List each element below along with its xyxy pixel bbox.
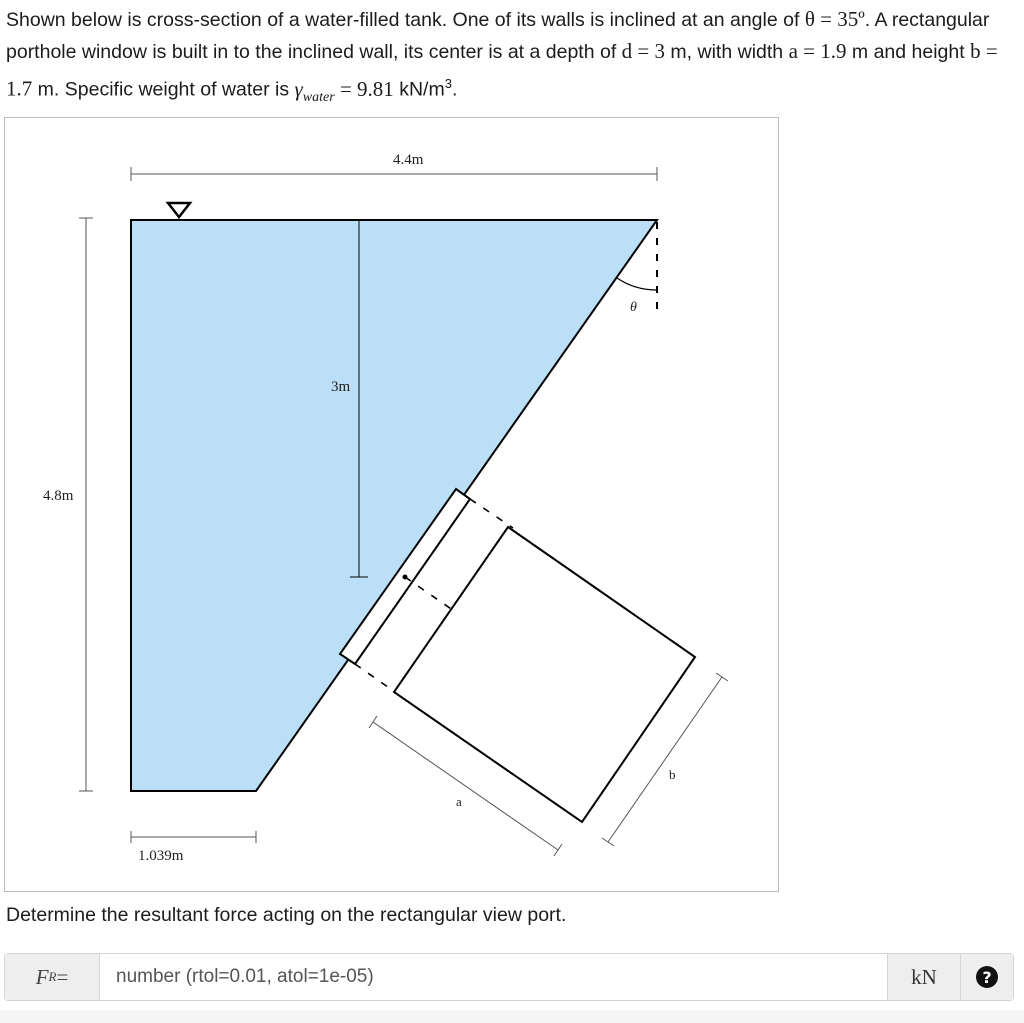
answer-label-subscript: R bbox=[48, 969, 57, 984]
b-expression: b = 1.7 bbox=[6, 39, 998, 101]
answer-label-equals: = bbox=[56, 964, 69, 989]
gamma-value: = 9.81 bbox=[334, 76, 394, 101]
label-width-top: 4.4m bbox=[393, 152, 424, 168]
d-expression: d = 3 bbox=[621, 39, 666, 63]
label-height: 4.8m bbox=[43, 488, 74, 504]
unit-exponent: 3 bbox=[444, 76, 452, 91]
window-front-view bbox=[394, 527, 695, 822]
bottom-dimension bbox=[131, 831, 256, 843]
tank-diagram bbox=[5, 118, 780, 893]
a-expression: a = 1.9 bbox=[788, 39, 847, 63]
height-dimension bbox=[79, 218, 93, 791]
free-surface-icon bbox=[168, 203, 190, 217]
tank-figure bbox=[4, 117, 779, 892]
help-icon[interactable]: ? bbox=[976, 966, 998, 988]
answer-input-group bbox=[4, 953, 1014, 1001]
theta-expression: θ = 35º bbox=[804, 7, 865, 31]
label-depth: 3m bbox=[331, 379, 351, 395]
label-b: b bbox=[669, 767, 676, 782]
question-text: Determine the resultant force acting on the rectangular view port. bbox=[6, 904, 567, 926]
answer-input[interactable] bbox=[100, 954, 887, 1000]
answer-label-symbol: F bbox=[35, 964, 49, 989]
problem-text-4: m and height bbox=[846, 41, 971, 63]
answer-label bbox=[5, 954, 100, 1000]
label-bottom: 1.039m bbox=[138, 848, 184, 864]
label-a: a bbox=[456, 794, 462, 809]
footer-strip bbox=[0, 1010, 1024, 1023]
problem-text-7: . bbox=[451, 78, 458, 101]
problem-text-6: kN/m bbox=[393, 78, 445, 101]
help-button[interactable] bbox=[960, 954, 1013, 1000]
label-theta: θ bbox=[630, 300, 637, 315]
problem-statement bbox=[6, 4, 1016, 113]
problem-text-5: m. Specific weight of water is bbox=[32, 78, 295, 101]
answer-unit: kN bbox=[887, 954, 960, 1000]
problem-text-2: . A rectangular porthole window is built in to the inclined wall, its center is at a depth of bbox=[6, 9, 990, 63]
theta-arc bbox=[617, 278, 657, 290]
top-dimension bbox=[131, 167, 657, 181]
problem-text-1: Shown below is cross-section of a water-filled tank. One of its walls is inclined at an angle of bbox=[6, 9, 805, 31]
gamma-symbol: γ bbox=[294, 76, 303, 101]
gamma-subscript: water bbox=[302, 89, 335, 105]
gamma-expression bbox=[294, 76, 394, 105]
problem-text-3: m, with width bbox=[665, 41, 789, 63]
